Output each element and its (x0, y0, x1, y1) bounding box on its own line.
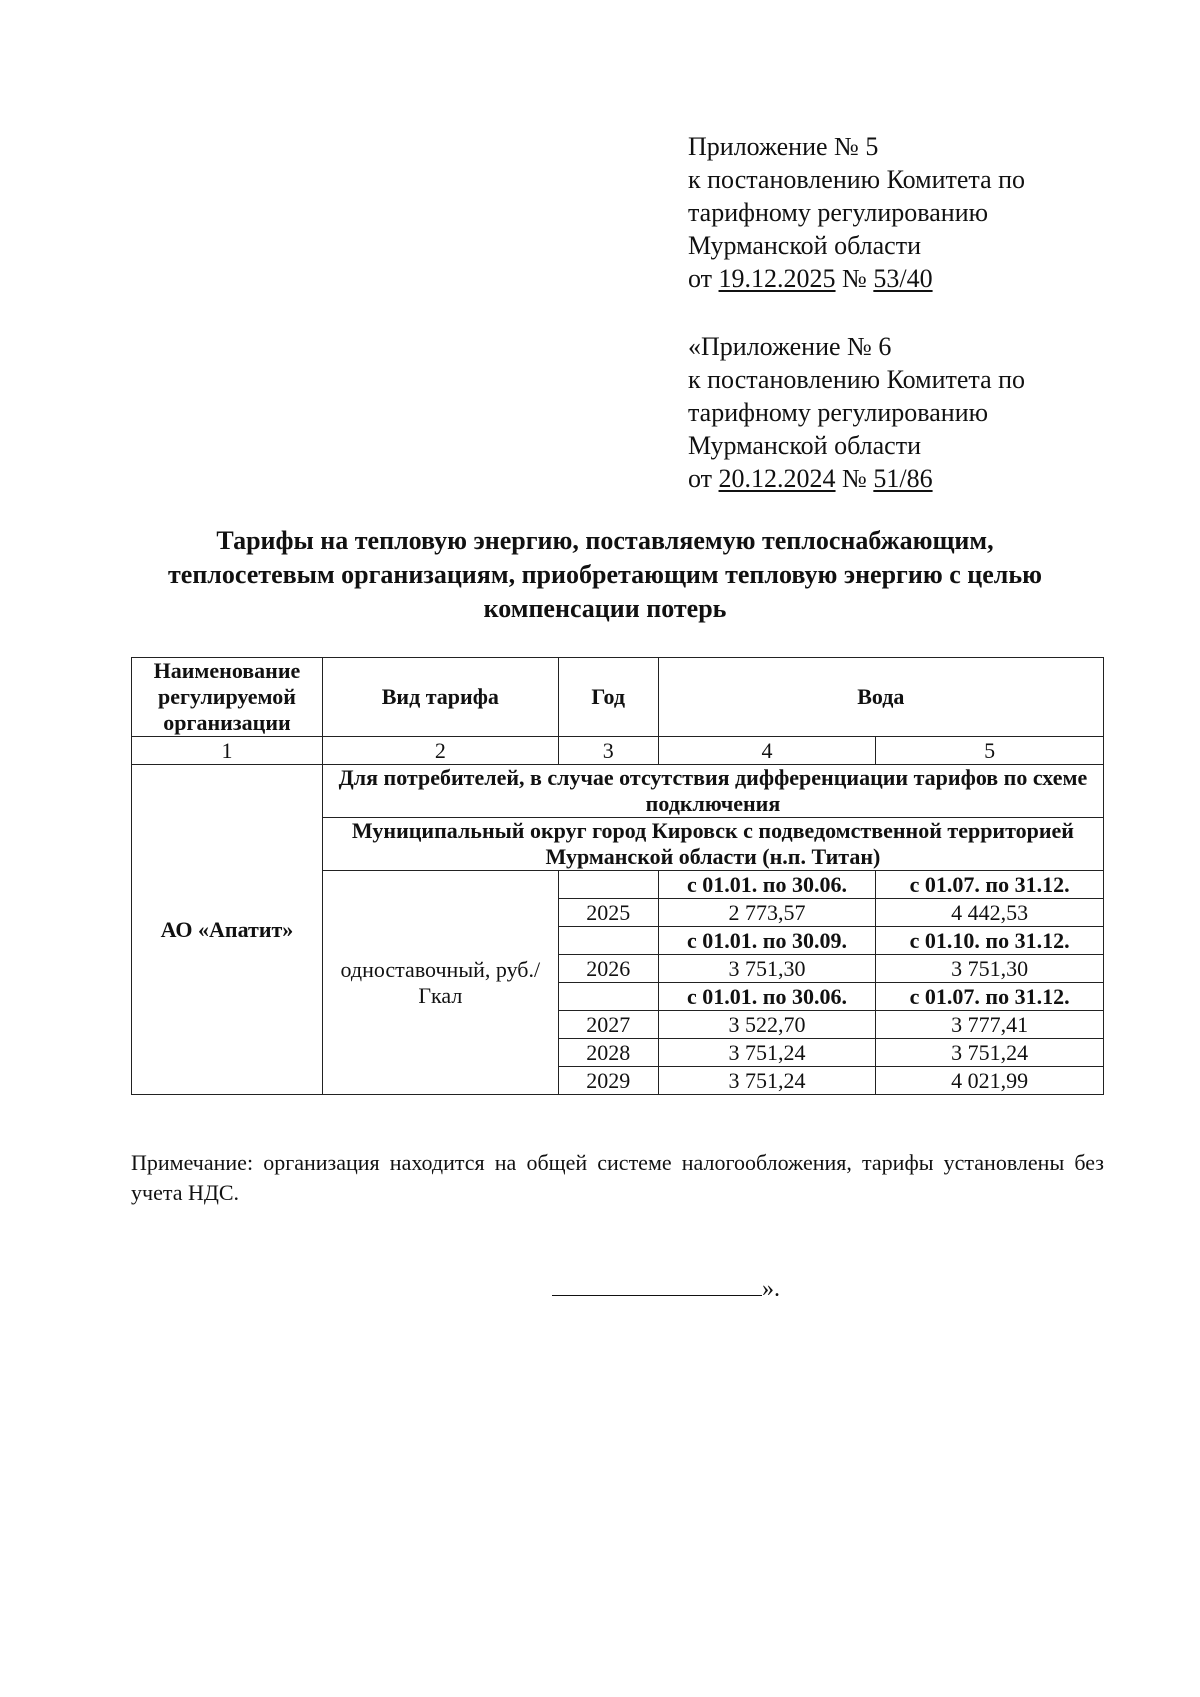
col-number: 2 (322, 737, 558, 765)
annex-6-date: 20.12.2024 (718, 464, 836, 493)
value-cell: 3 522,70 (658, 1011, 876, 1039)
annex-6-date-prefix: от (688, 464, 713, 493)
document-title (110, 524, 1100, 626)
annex-6-num-sign: № (842, 464, 867, 493)
note-text: Примечание: организация находится на общей системе налогообложения, тарифы установлены без учета НДС. (131, 1150, 1104, 1205)
annex-5-number: 53/40 (873, 264, 933, 293)
table-header-row (132, 658, 1104, 737)
annex-6-line4: Мурманской области (688, 431, 921, 460)
value-cell: 4 442,53 (876, 899, 1104, 927)
empty-year-cell (558, 983, 658, 1011)
col-number: 4 (658, 737, 876, 765)
annex-5-header (688, 130, 1025, 295)
period-label: с 01.07. по 31.12. (876, 983, 1104, 1011)
value-cell: 3 751,24 (658, 1067, 876, 1095)
col-number: 1 (132, 737, 323, 765)
annex-6-number: 51/86 (873, 464, 933, 493)
value-cell: 4 021,99 (876, 1067, 1104, 1095)
empty-year-cell (558, 927, 658, 955)
annex-5-line4: Мурманской области (688, 231, 921, 260)
year-cell: 2026 (558, 955, 658, 983)
annex-6-title: «Приложение № 6 (688, 332, 892, 361)
section-heading-1: Для потребителей, в случае отсутствия дифференциации тарифов по схеме подключения (322, 765, 1103, 818)
annex-5-date-line (688, 262, 1025, 295)
header-year: Год (558, 658, 658, 737)
annex-5-date-prefix: от (688, 264, 713, 293)
period-label: с 01.07. по 31.12. (876, 871, 1104, 899)
value-cell: 3 751,30 (876, 955, 1104, 983)
header-tariff-type: Вид тарифа (322, 658, 558, 737)
period-label: с 01.01. по 30.06. (658, 983, 876, 1011)
header-medium: Вода (658, 658, 1103, 737)
value-cell: 3 751,30 (658, 955, 876, 983)
annex-5-line2: к постановлению Комитета по (688, 165, 1026, 194)
col-number: 5 (876, 737, 1104, 765)
value-cell: 3 751,24 (876, 1039, 1104, 1067)
year-cell: 2028 (558, 1039, 658, 1067)
header-org: Наименование регулируемой организации (132, 658, 323, 737)
annex-5-line3: тарифному регулированию (688, 198, 989, 227)
value-cell: 3 751,24 (658, 1039, 876, 1067)
value-cell: 2 773,57 (658, 899, 876, 927)
title-line-1: Тарифы на тепловую энергию, поставляемую теплоснабжающим, (216, 526, 994, 555)
value-cell: 3 777,41 (876, 1011, 1104, 1039)
col-number: 3 (558, 737, 658, 765)
annex-5-title: Приложение № 5 (688, 132, 879, 161)
closing-mark (552, 1275, 780, 1303)
title-line-2: теплосетевым организациям, приобретающим тепловую энергию с целью (168, 560, 1042, 589)
year-cell: 2029 (558, 1067, 658, 1095)
closing-underline (552, 1275, 762, 1296)
title-line-3: компенсации потерь (483, 594, 727, 623)
annex-6-line3: тарифному регулированию (688, 398, 989, 427)
year-cell: 2025 (558, 899, 658, 927)
period-label: с 01.10. по 31.12. (876, 927, 1104, 955)
organization-name: АО «Апатит» (132, 765, 323, 1095)
closing-quote: ». (762, 1276, 780, 1302)
annex-5-num-sign: № (842, 264, 867, 293)
period-label: с 01.01. по 30.06. (658, 871, 876, 899)
annex-6-date-line (688, 462, 1025, 495)
section-heading-2: Муниципальный округ город Кировск с подведомственной территорией Мурманской области (н.п. Титан) (322, 818, 1103, 871)
annex-5-date: 19.12.2025 (718, 264, 836, 293)
period-label: с 01.01. по 30.09. (658, 927, 876, 955)
tariff-table (131, 657, 1104, 1095)
empty-year-cell (558, 871, 658, 899)
tariff-type-label: одноставочный, руб./Гкал (322, 871, 558, 1095)
annex-6-header (688, 330, 1025, 495)
year-cell: 2027 (558, 1011, 658, 1039)
annex-6-line2: к постановлению Комитета по (688, 365, 1026, 394)
column-number-row (132, 737, 1104, 765)
section-row-1 (132, 765, 1104, 818)
